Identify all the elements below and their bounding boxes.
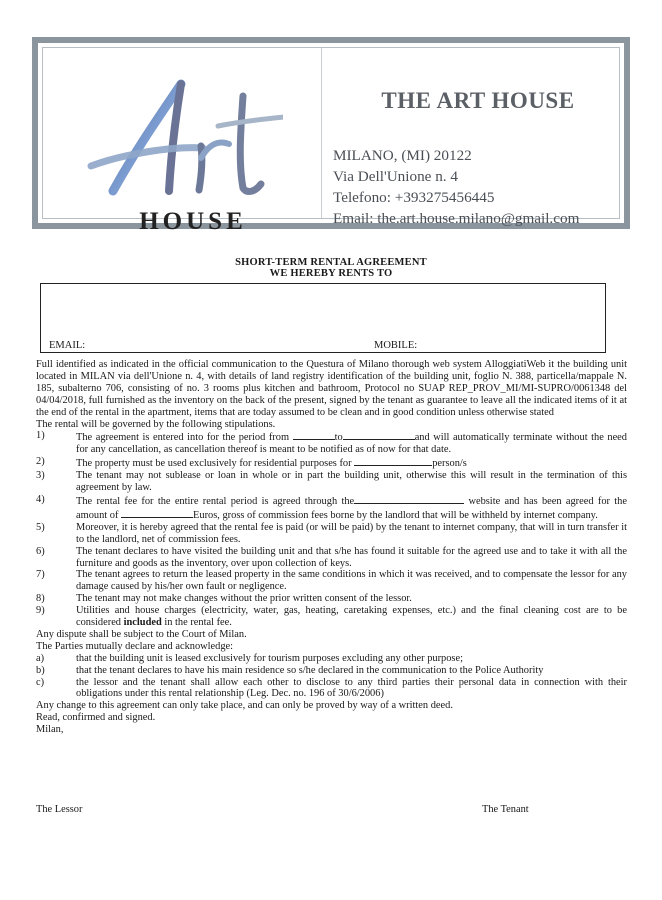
clause-7: 7) The tenant agrees to return the leased property in the same conditions in which it was received, and to compensate the lessor for any damage caused by his/her own fault or negligence. [36,569,627,593]
clause-6: 6) The tenant declares to have visited the building unit and that s/he has found it suitable for the agreed use and to take it with all the furniture and goods as the inventory, over upon collection of keys. [36,545,627,569]
amount-blank[interactable] [121,508,193,518]
clause-2: 2) The property must be used exclusively for residential purposes for person/s [36,456,467,470]
governed-line: The rental will be governed by the following stipulations. [36,418,276,430]
contact-block [333,145,579,229]
declaration-c: c) the lessor and the tenant shall allow each other to disclose to any third parties their personal data in connection with their obligations under this rental relationship (Leg. Dec. no. 196 of 30/6/2006) [36,676,627,700]
end-date-blank[interactable] [343,430,415,440]
letterhead [32,37,630,235]
lessor-signature-label: The Lessor [36,804,83,815]
tenant-details-box[interactable] [40,283,606,353]
declaration-b: b) that the tenant declares to have his main residence so s/he declared in the communication to the Police Authority [36,664,544,676]
intro-paragraph: Full identified as indicated in the official communication to the Questura of Milano thorough web system AlloggiatiWeb it the building unit located in MILAN via dell'Unione n. 4, with details of land registry identification of the building unit, foglio N. 388, particella/mappale N. 185, subalterno 706, consisting of no. 3 rooms plus kitchen and bathroom, Protocol no SUAP REP_PROV_MI/MI-SUPRO/0061348 del 04/04/2018, full furnished as the inventory on the back of the present, signed by the tenant as guarantee to leave all the indicated items of it at the end of the rental in the apartment, items that are today assumed to be clean and in good condition unless otherwise stated [36,359,627,418]
clause-number: 1) [36,430,45,442]
read-line: Read, confirmed and signed. [36,712,156,724]
dispute-line: Any dispute shall be subject to the Court of Milan. [36,628,247,640]
clause-1: 1) The agreement is entered into for the period from to and will automatically terminate without the need for any cancellation, as cancellation thereof is meant to be notified as of now for that date. [36,430,627,456]
email-label: EMAIL: [49,340,86,351]
clause-9: 9) Utilities and house charges (electricity, water, gas, heating, caretaking expenses, etc.) and the final cleaning cost are to be considered included in the rental fee. [36,605,627,629]
tenant-signature-label: The Tenant [482,804,529,815]
clause-4: 4) The rental fee for the entire rental period is agreed through the website and has been agreed for the amount of Euros, gross of commission fees borne by the landlord that will be withheld by internet company. [36,493,627,521]
change-line: Any change to this agreement can only take place, and can only be proved by way of a written deed. [36,700,453,712]
letterhead-divider [321,48,322,218]
website-blank[interactable] [354,494,464,504]
clause-5: 5) Moreover, it is hereby agreed that the rental fee is paid (or will be paid) by the tenant to internet company, that will in turn transfer it to the landlord, net of commission fees. [36,521,627,545]
logo-word: HOUSE [139,208,247,235]
letterhead-frame [42,47,620,235]
art-script-logo-icon [83,66,283,206]
start-date-blank[interactable] [293,430,335,440]
parties-line: The Parties mutually declare and acknowledge: [36,640,234,652]
contact-address: Via Dell'Unione n. 4 [333,168,458,185]
place-line: Milan, [36,724,64,736]
document-subtitle: WE HEREBY RENTS TO [269,268,393,279]
document-title: SHORT-TERM RENTAL AGREEMENT [235,257,427,268]
agreement-body [36,359,627,736]
declaration-a: a) that the building unit is leased exclusively for tourism purposes excluding any other purpose; [36,652,463,664]
company-name: THE ART HOUSE [381,88,575,113]
clause-3: 3) The tenant may not sublease or loan in whole or in part the building unit, otherwise this will result in the termination of this agreement by law. [36,470,627,494]
contact-email: Email: the.art.house.milano@gmail.com [333,210,580,227]
mobile-label: MOBILE: [374,340,418,351]
contact-phone: Telefono: +393275456445 [333,189,495,206]
persons-blank[interactable] [354,456,432,466]
clause-8: 8) The tenant may not make changes without the prior written consent of the lessor. [36,593,412,605]
contact-city: MILANO, (MI) 20122 [333,147,472,164]
art-house-logo [83,66,283,235]
